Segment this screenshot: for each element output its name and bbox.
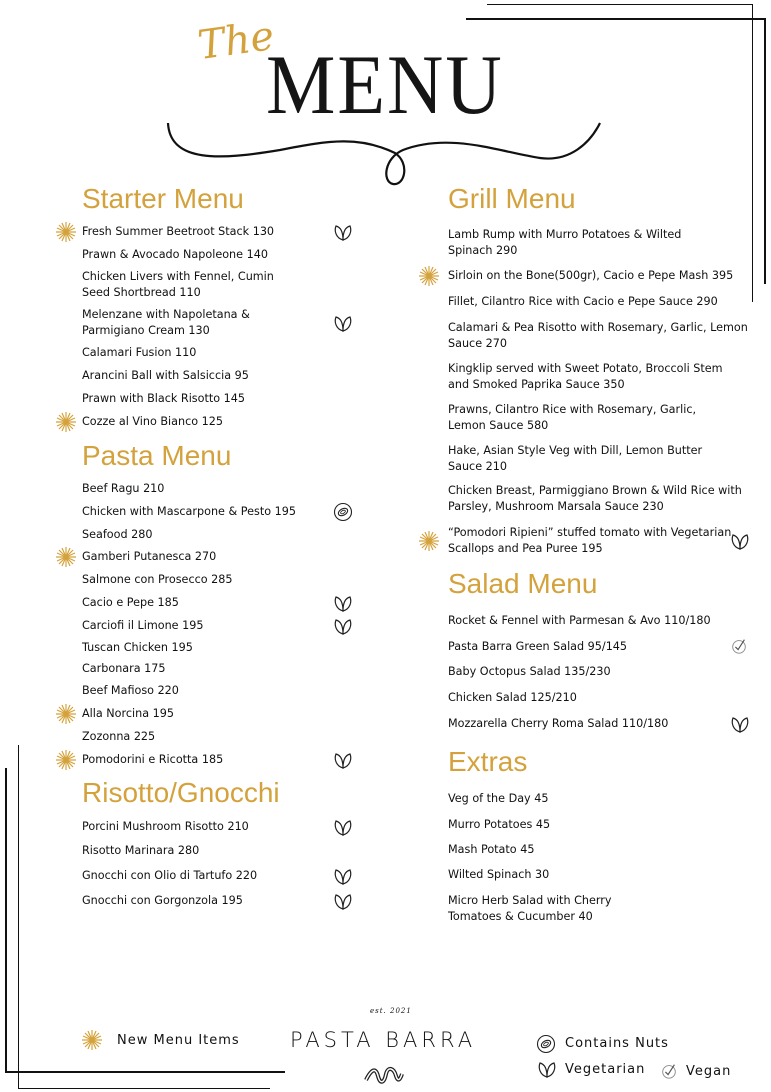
established-text: est. 2021 [370,1007,412,1015]
menu-item: Alla Norcina 195 [82,707,174,720]
vegetarian-icon [333,891,353,911]
frame-line [18,1088,270,1089]
flourish-divider [160,118,610,188]
menu-item: Fresh Summer Beetroot Stack 130 [82,225,275,238]
menu-item: Baby Octopus Salad 135/230 [448,665,611,678]
menu-item: Porcini Mushroom Risotto 210 [82,820,249,833]
frame-line [466,18,766,20]
frame-line [752,4,753,302]
new-item-star-icon [419,266,439,286]
menu-item: Chicken Breast, Parmiggiano Brown & Wild Rice with Parsley, Mushroom Marsala Sauce 230 [448,484,742,513]
vegetarian-icon [333,866,353,886]
menu-item: Cozze al Vino Bianco 125 [82,415,224,428]
vegan-icon [730,637,750,657]
menu-item: Prawns, Cilantro Rice with Rosemary, Garlic, Lemon Sauce 580 [448,403,697,432]
menu-item: Beef Mafioso 220 [82,684,179,697]
vegetarian-icon [333,817,353,837]
menu-item: Mozzarella Cherry Roma Salad 110/180 [448,717,669,730]
menu-item: Rocket & Fennel with Parmesan & Avo 110/180 [448,614,711,627]
vegetarian-icon [333,616,353,636]
menu-item: Pasta Barra Green Salad 95/145 [448,640,628,653]
menu-item: Mash Potato 45 [448,843,535,856]
section-heading-pasta: Pasta Menu [82,440,232,471]
menu-item: Arancini Ball with Salsiccia 95 [82,369,249,382]
menu-item: Cacio e Pepe 185 [82,596,179,609]
new-item-star-icon [56,222,76,242]
new-item-star-icon [419,531,439,551]
section-heading-extras: Extras [448,746,528,777]
menu-item: Pomodorini e Ricotta 185 [82,753,224,766]
menu-item: Hake, Asian Style Veg with Dill, Lemon Butter Sauce 210 [448,444,703,473]
title-script-the: The [195,12,277,70]
section-heading-starter: Starter Menu [82,183,244,214]
vegetarian-icon [333,313,353,333]
vegan-icon [660,1062,678,1084]
menu-item: Lamb Rump with Murro Potatoes & Wilted Spinach 290 [448,228,682,257]
vegetarian-icon [333,750,353,770]
frame-line [5,1071,285,1073]
menu-item: Fillet, Cilantro Rice with Cacio e Pepe Sauce 290 [448,295,718,308]
legend-vegetarian: Vegetarian [565,1062,646,1077]
new-item-star-icon [56,750,76,770]
vegetarian-icon [537,1059,557,1083]
menu-item: Sirloin on the Bone(500gr), Cacio e Pepe Mash 395 [448,269,734,282]
new-item-star-icon [56,547,76,567]
new-item-star-icon [56,412,76,432]
menu-item: Prawn with Black Risotto 145 [82,392,245,405]
page-title: MENU [266,37,504,132]
frame-line [18,745,19,1089]
menu-item: Tuscan Chicken 195 [82,641,193,654]
menu-item: Carciofi il Limone 195 [82,619,204,632]
section-heading-grill: Grill Menu [448,183,576,214]
menu-item: Seafood 280 [82,528,153,541]
menu-item: Chicken with Mascarpone & Pesto 195 [82,505,296,518]
menu-item: Murro Potatoes 45 [448,818,551,831]
menu-item: Kingklip served with Sweet Potato, Broccoli Stem and Smoked Paprika Sauce 350 [448,362,723,391]
nuts-icon [536,1034,556,1058]
menu-item: Beef Ragu 210 [82,482,165,495]
vegetarian-icon [730,531,750,551]
menu-item: “Pomodori Ripieni” stuffed tomato with Vegetarian Scallops and Pea Puree 195 [448,526,732,555]
menu-item: Veg of the Day 45 [448,792,549,805]
menu-item: Micro Herb Salad with Cherry Tomatoes & Cucumber 40 [448,894,612,923]
legend-contains-nuts: Contains Nuts [565,1036,669,1051]
section-heading-salad: Salad Menu [448,568,598,599]
new-item-star-icon [56,704,76,724]
brand-logo: PASTA BARRA [290,1028,477,1052]
frame-line [487,4,753,5]
menu-item: Calamari & Pea Risotto with Rosemary, Garlic, Lemon Sauce 270 [448,321,748,350]
menu-item: Gnocchi con Olio di Tartufo 220 [82,869,258,882]
menu-item: Carbonara 175 [82,662,166,675]
pasta-logo-icon [364,1066,404,1086]
menu-item: Chicken Livers with Fennel, Cumin Seed Shortbread 110 [82,270,274,299]
menu-item: Zozonna 225 [82,730,156,743]
legend-vegan: Vegan [686,1064,732,1079]
new-item-star-icon [82,1030,102,1050]
legend-new-items: New Menu Items [117,1033,240,1048]
menu-item: Chicken Salad 125/210 [448,691,577,704]
section-heading-risotto: Risotto/Gnocchi [82,777,280,808]
menu-item: Gamberi Putanesca 270 [82,550,217,563]
nuts-icon [333,502,353,522]
menu-item: Prawn & Avocado Napoleone 140 [82,248,268,261]
menu-item: Gnocchi con Gorgonzola 195 [82,894,243,907]
menu-item: Salmone con Prosecco 285 [82,573,233,586]
menu-item: Wilted Spinach 30 [448,868,550,881]
vegetarian-icon [333,593,353,613]
menu-item: Risotto Marinara 280 [82,844,200,857]
frame-line [5,768,7,1073]
menu-item: Melenzane with Napoletana & Parmigiano Cream 130 [82,308,250,337]
menu-item: Calamari Fusion 110 [82,346,197,359]
frame-line [764,18,766,284]
vegetarian-icon [730,714,750,734]
vegetarian-icon [333,222,353,242]
